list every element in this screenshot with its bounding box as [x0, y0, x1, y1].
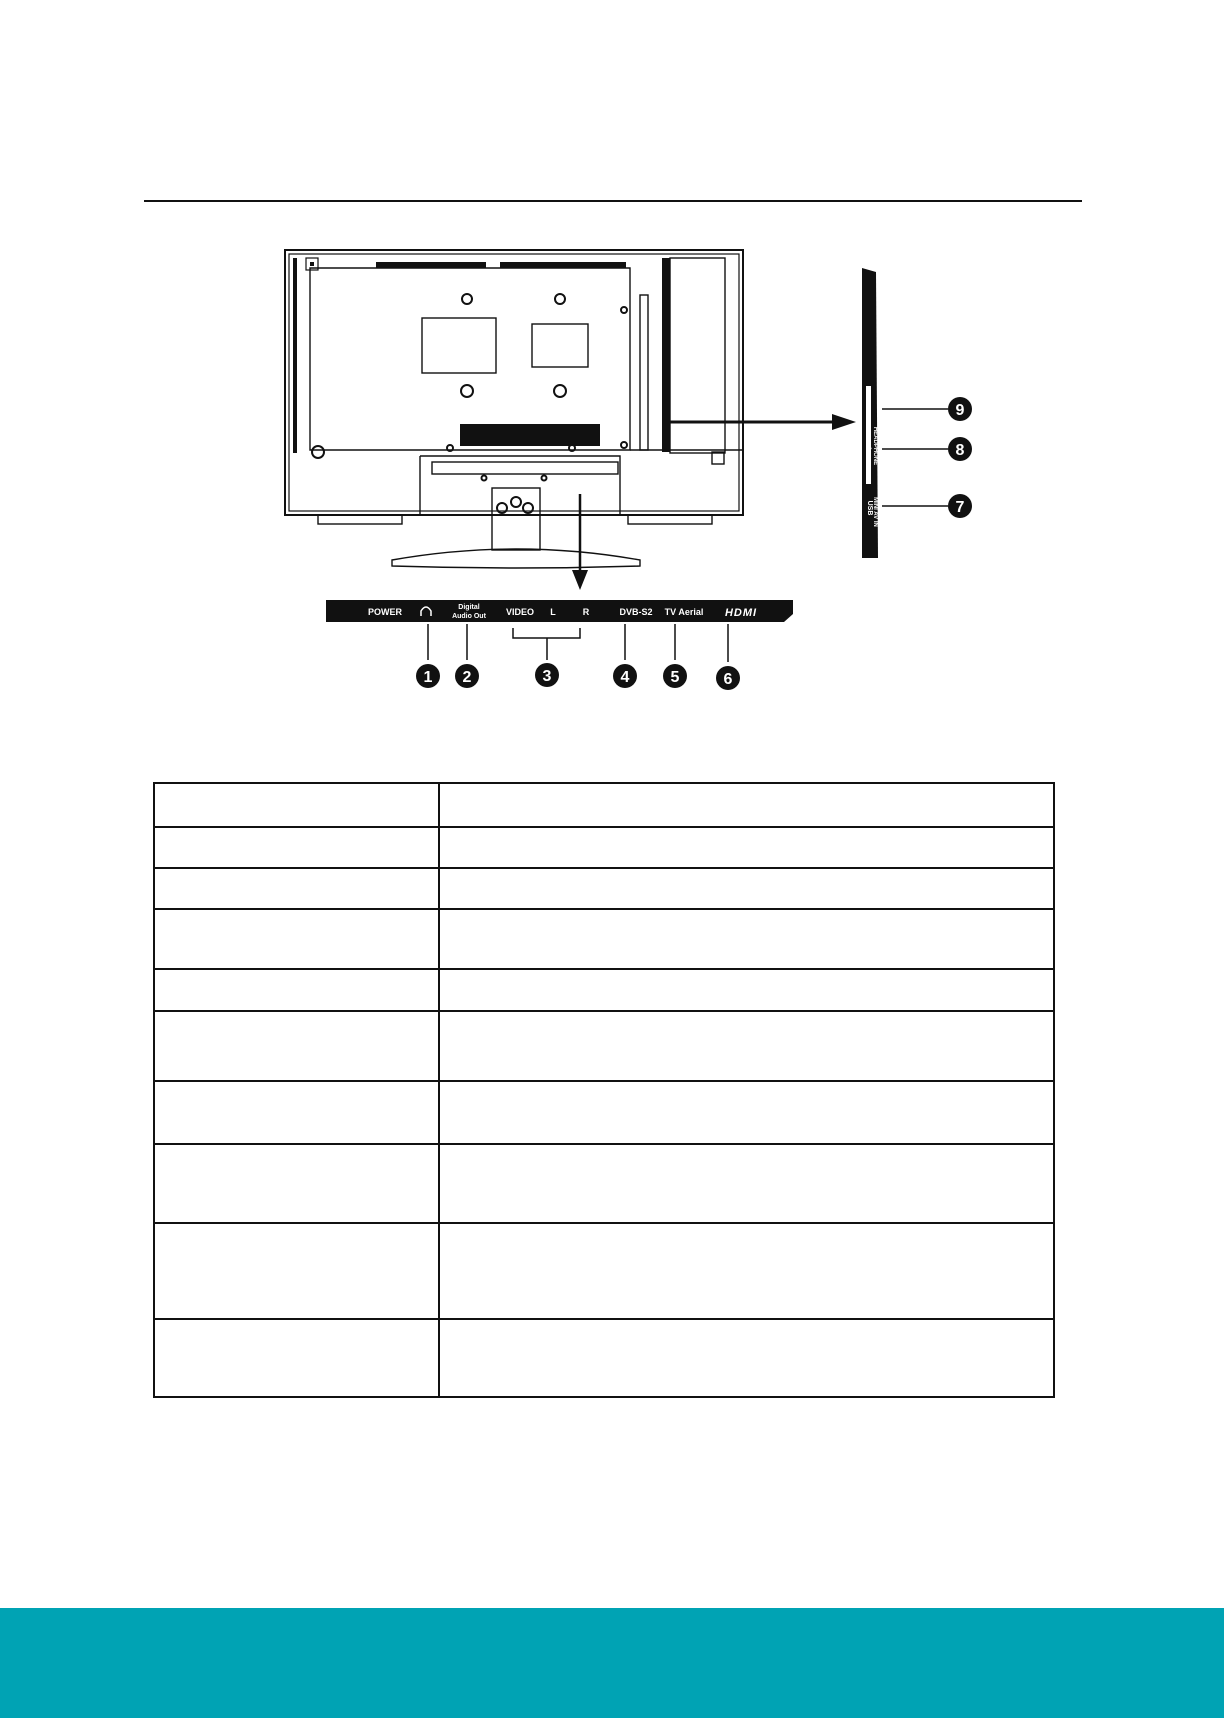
table-cell	[439, 868, 1054, 909]
table-cell	[154, 827, 439, 868]
tv-rear-diagram	[0, 0, 1224, 760]
table-cell	[154, 909, 439, 969]
callout-7	[948, 494, 972, 518]
svg-text:7: 7	[955, 499, 965, 516]
table-row	[154, 1223, 1054, 1319]
side-label-mini-av-in: MINI AV IN	[872, 497, 878, 527]
table-cell	[154, 1319, 439, 1397]
table-cell	[154, 783, 439, 827]
table-row	[154, 1081, 1054, 1144]
connections-table	[153, 782, 1055, 1398]
callout-9	[948, 397, 972, 421]
label-digital: Digital	[458, 604, 480, 611]
callout-1	[416, 664, 440, 688]
callout-3	[535, 663, 559, 687]
table-cell	[154, 969, 439, 1011]
tv-back-panel	[285, 250, 743, 568]
pointer-arrows	[572, 414, 856, 590]
side-label-common-interface: Common Interface	[864, 399, 871, 461]
table-cell	[439, 909, 1054, 969]
table-row	[154, 1319, 1054, 1397]
side-label-usb: USB	[866, 500, 873, 516]
svg-text:8: 8	[955, 442, 965, 459]
side-connector-panel	[862, 268, 878, 558]
label-l: L	[550, 607, 556, 617]
callout-5	[663, 664, 687, 688]
table-cell	[154, 1011, 439, 1081]
table-cell	[439, 1319, 1054, 1397]
callout-2	[455, 664, 479, 688]
table-cell	[154, 1223, 439, 1319]
table-cell	[439, 783, 1054, 827]
label-r: R	[582, 607, 590, 617]
table-cell	[439, 1081, 1054, 1144]
label-dvb-s2: DVB-S2	[619, 607, 653, 617]
table-cell	[439, 1144, 1054, 1223]
table-cell	[439, 969, 1054, 1011]
label-power: POWER	[367, 607, 403, 617]
svg-text:3: 3	[542, 668, 552, 685]
svg-text:6: 6	[723, 671, 733, 688]
callout-8	[948, 437, 972, 461]
table-cell	[154, 868, 439, 909]
bottom-leader-lines	[428, 624, 728, 662]
table-row	[154, 1144, 1054, 1223]
table-cell	[439, 827, 1054, 868]
label-audio-out: Audio Out	[452, 613, 486, 620]
table-row	[154, 969, 1054, 1011]
side-label-headphone: HEADPHONE	[872, 426, 878, 466]
table-cell	[154, 1081, 439, 1144]
table-cell	[439, 1223, 1054, 1319]
top-vent	[376, 262, 626, 268]
footer-band	[0, 1608, 1224, 1718]
rear-connector-panel	[326, 600, 793, 622]
table-cell	[439, 1011, 1054, 1081]
svg-text:9: 9	[955, 402, 965, 419]
side-leader-lines	[882, 409, 948, 506]
svg-text:1: 1	[423, 669, 433, 686]
label-tv-aerial: TV Aerial	[664, 607, 704, 617]
callout-6	[716, 666, 740, 690]
svg-text:5: 5	[670, 669, 680, 686]
callout-4	[613, 664, 637, 688]
table-row	[154, 909, 1054, 969]
table-cell	[154, 1144, 439, 1223]
lower-vent	[460, 424, 600, 446]
svg-text:4: 4	[620, 669, 630, 686]
label-video: VIDEO	[505, 607, 535, 617]
svg-text:2: 2	[462, 669, 472, 686]
hdmi-logo: HDMI	[724, 607, 758, 619]
table-row	[154, 868, 1054, 909]
table-row	[154, 783, 1054, 827]
table-row	[154, 1011, 1054, 1081]
table-row	[154, 827, 1054, 868]
